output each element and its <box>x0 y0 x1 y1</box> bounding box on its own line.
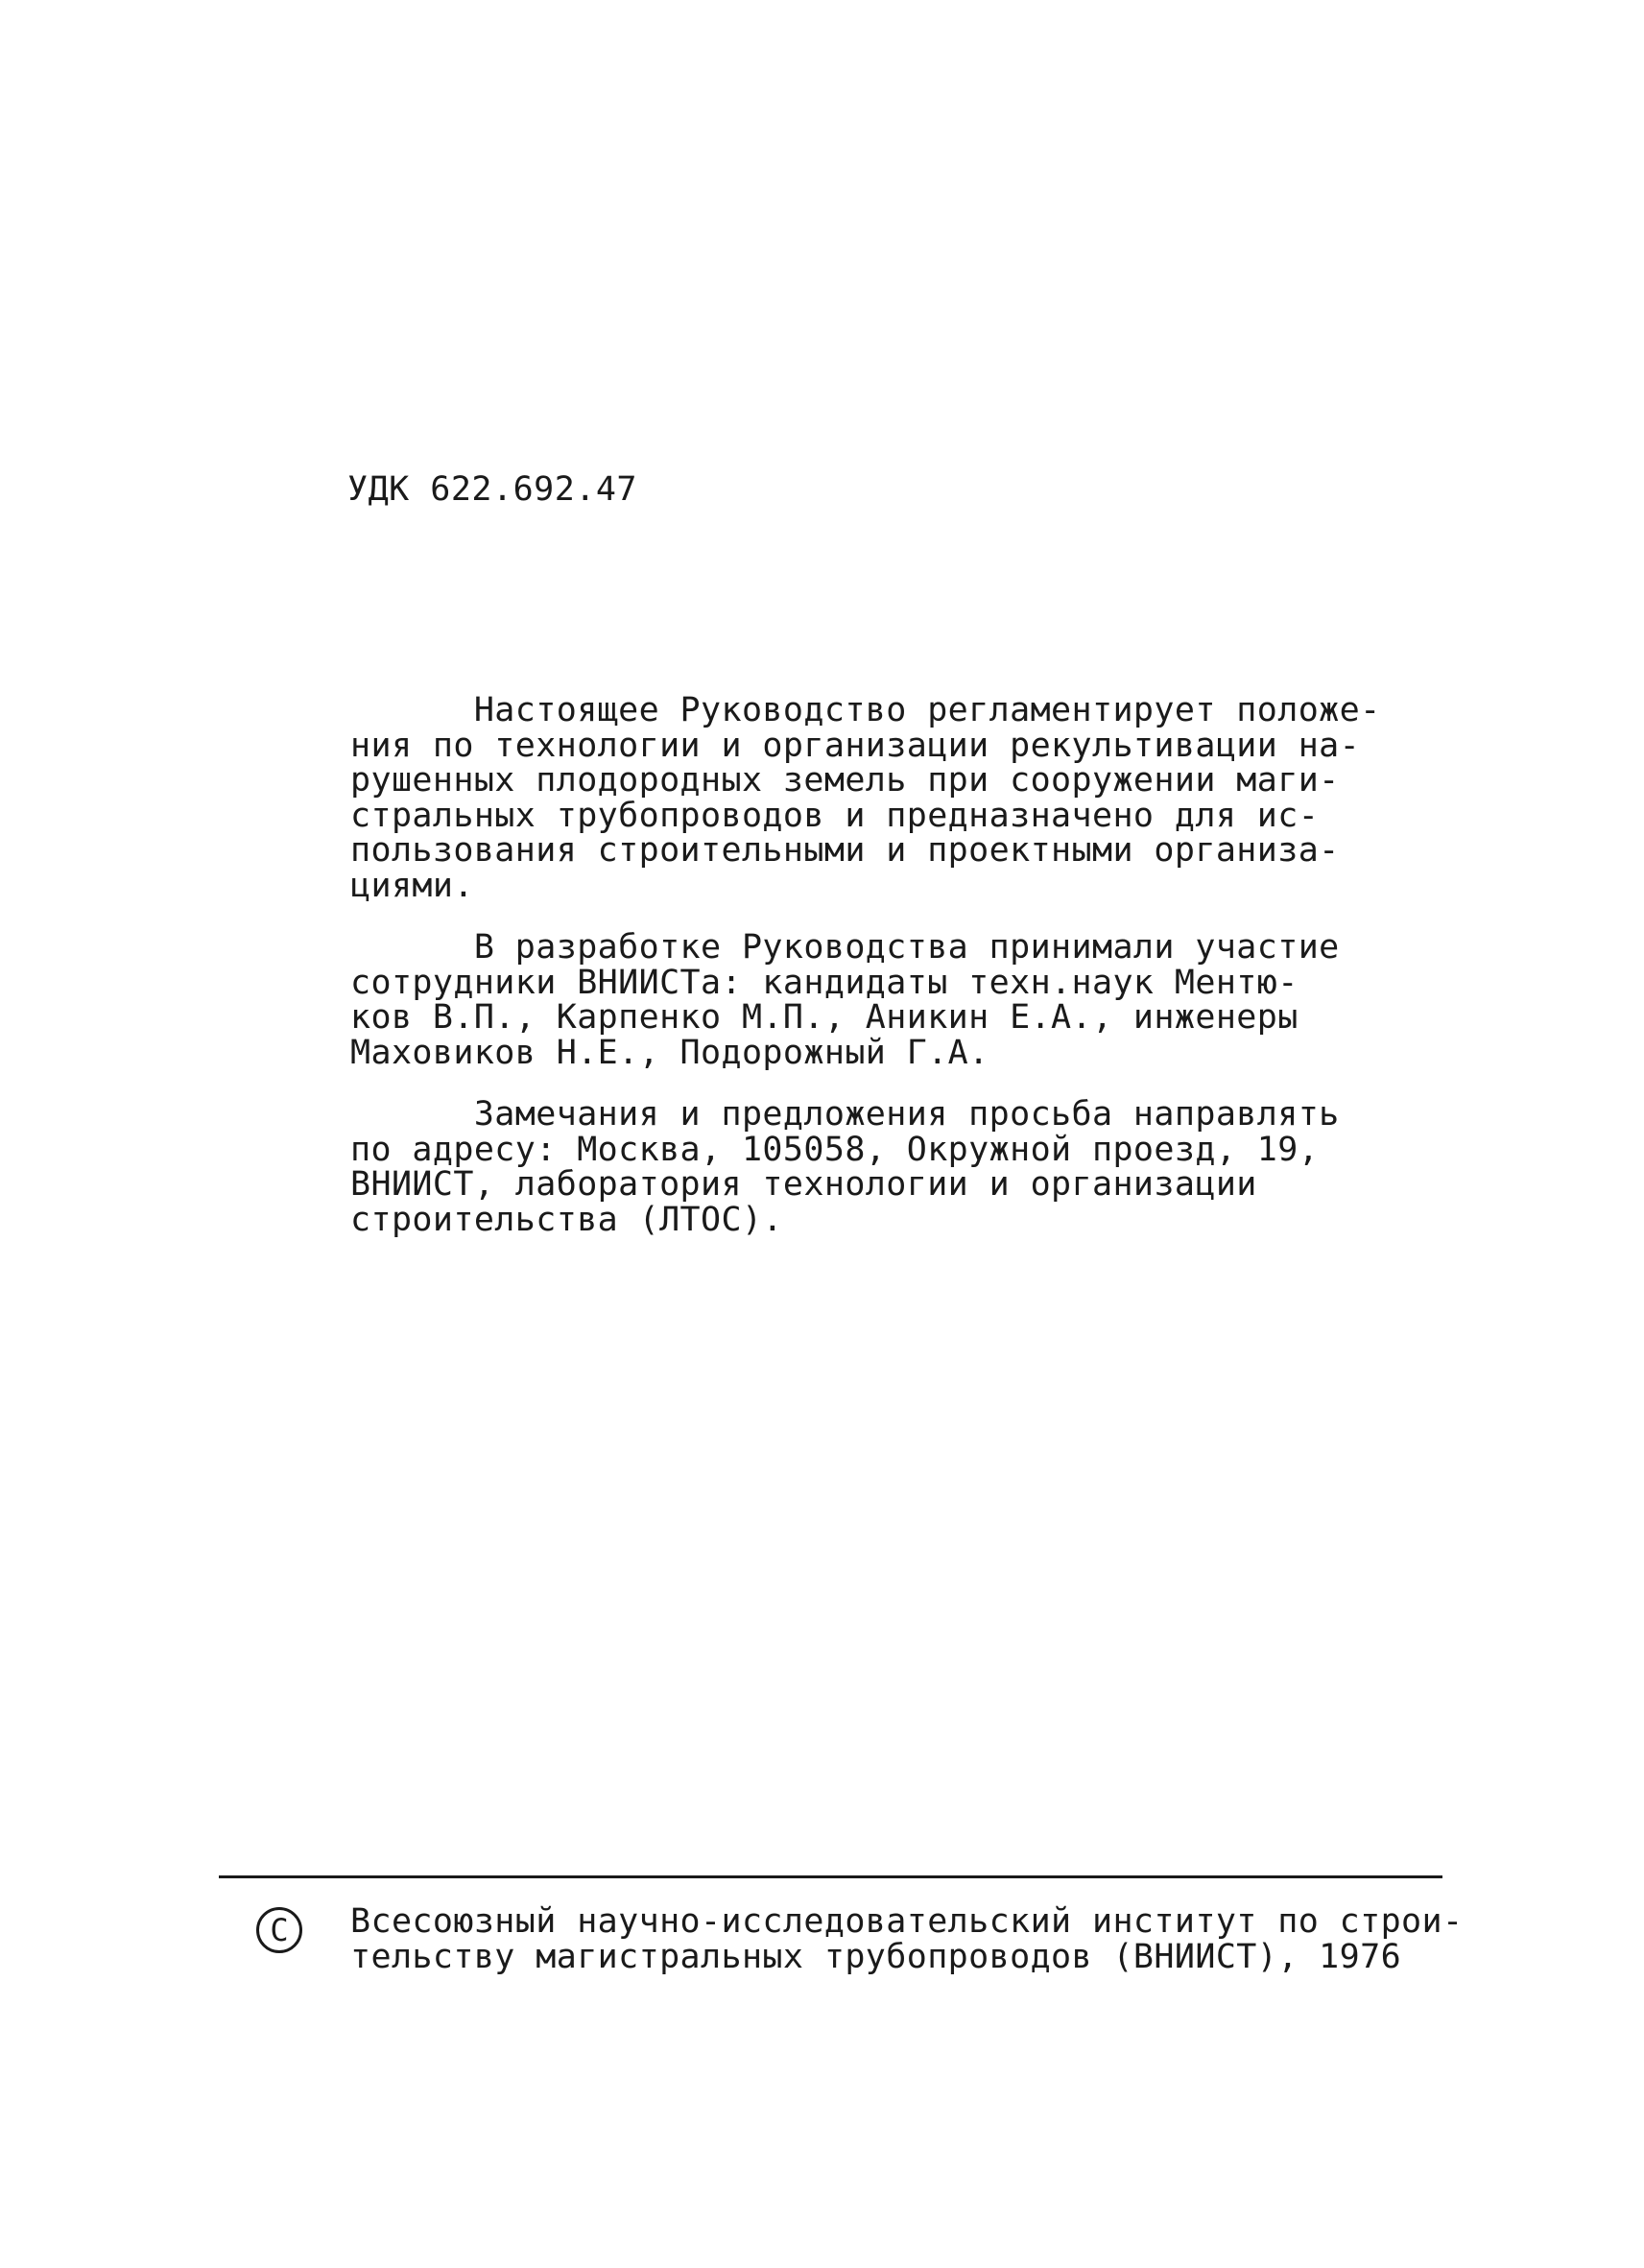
text-line: Настоящее Руководство регламентирует положе- <box>350 691 1381 729</box>
text-line: Маховиков Н.Е., Подорожный Г.А. <box>350 1033 989 1072</box>
text-line: строительства (ЛТОС). <box>350 1200 783 1239</box>
text-line: В разработке Руководства принимали участие <box>350 928 1340 967</box>
udk-code: УДК 622.692.47 <box>347 470 638 509</box>
paragraph-purpose <box>350 691 1381 905</box>
paragraph-authors <box>350 928 1340 1072</box>
text-line: пользования строительными и проектными организа- <box>350 831 1340 870</box>
text-line: циями. <box>350 866 474 905</box>
text-line: рушенных плодородных земель при сооружении маги- <box>350 761 1340 800</box>
footer-line: тельству магистральных трубопроводов (ВНИИСТ), 1976 <box>350 1937 1402 1976</box>
text-line: ВНИИСТ, лаборатория технологии и организации <box>350 1165 1257 1204</box>
text-line: сотрудники ВНИИСТа: кандидаты техн.наук Ментю- <box>350 963 1299 1002</box>
text-line: ков В.П., Карпенко М.П., Аникин Е.А., инженеры <box>350 998 1299 1037</box>
footer-line: Всесоюзный научно-исследовательский институт по строи- <box>350 1902 1464 1941</box>
copyright-notice <box>350 1902 1464 1976</box>
text-line: ния по технологии и организации рекультивации на- <box>350 726 1361 765</box>
footer-divider <box>219 1875 1442 1878</box>
copyright-letter: C <box>270 1912 289 1948</box>
body-text <box>350 691 1381 1264</box>
copyright-icon <box>256 1907 302 1953</box>
text-line: по адресу: Москва, 105058, Окружной проезд, 19, <box>350 1130 1320 1169</box>
paragraph-contact <box>350 1095 1340 1239</box>
text-line: Замечания и предложения просьба направлять <box>350 1095 1340 1134</box>
text-line: стральных трубопроводов и предназначено для ис- <box>350 796 1320 835</box>
